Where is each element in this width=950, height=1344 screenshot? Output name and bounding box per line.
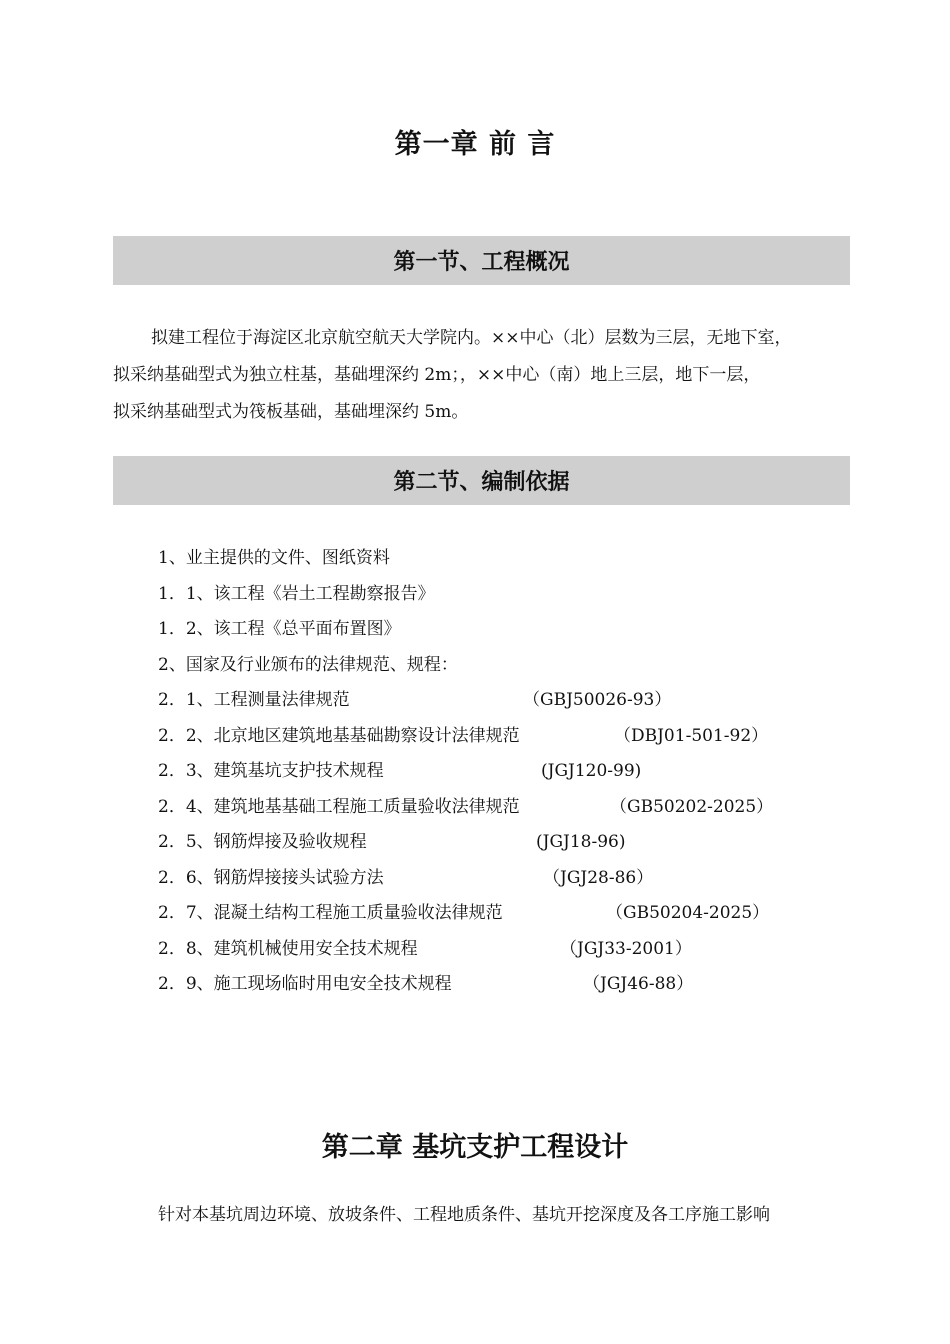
basis-item xyxy=(158,719,838,755)
basis-item-text: 2．8、建筑机械使用安全技术规程 xyxy=(158,938,418,959)
overview-line: 拟采纳基础型式为筏板基础，基础埋深约 5m。 xyxy=(113,402,469,422)
basis-item xyxy=(158,612,838,648)
chapter-2-intro: 针对本基坑周边环境、放坡条件、工程地质条件、基坑开挖深度及各工序施工影响 xyxy=(158,1205,770,1225)
basis-item xyxy=(158,541,838,577)
basis-item xyxy=(158,932,838,968)
basis-item xyxy=(158,754,838,790)
chapter-1-title: 第一章 前 言 xyxy=(394,129,556,160)
basis-item xyxy=(158,577,838,613)
basis-item xyxy=(158,825,838,861)
basis-item xyxy=(158,683,838,719)
basis-item xyxy=(158,967,838,1003)
basis-item-text: 2．1、工程测量法律规范 xyxy=(158,690,350,710)
standard-code: (JGJ120-99) xyxy=(541,761,642,781)
basis-item-text: 2．7、混凝土结构工程施工质量验收法律规范 xyxy=(158,903,503,923)
basis-item xyxy=(158,790,838,826)
basis-item-text: 2．6、钢筋焊接接头试验方法 xyxy=(158,867,384,888)
basis-list xyxy=(158,541,838,1003)
standard-code: （GBJ50026-93） xyxy=(523,690,672,710)
standard-code: （GB50204-2025） xyxy=(606,903,770,923)
standard-code: （JGJ33-2001） xyxy=(560,938,692,959)
section-2-header xyxy=(113,456,850,505)
section-1-header xyxy=(113,236,850,285)
overview-paragraph xyxy=(113,320,873,431)
standard-code: (JGJ18-96) xyxy=(536,832,626,852)
section-2-title: 第二节、编制依据 xyxy=(393,470,570,495)
overview-line: 拟采纳基础型式为独立柱基，基础埋深约 2m；，××中心（南）地上三层，地下一层， xyxy=(113,365,761,385)
basis-item-text: 2．3、建筑基坑支护技术规程 xyxy=(158,761,384,781)
standard-code: （GB50202-2025） xyxy=(610,796,774,817)
overview-line: 拟建工程位于海淀区北京航空航天大学院内。××中心（北）层数为三层，无地下室， xyxy=(151,328,792,348)
standard-code: （DBJ01-501-92） xyxy=(614,725,769,746)
basis-item-text: 2．5、钢筋焊接及验收规程 xyxy=(158,832,367,852)
standard-code: （JGJ46-88） xyxy=(583,974,694,994)
basis-item xyxy=(158,896,838,932)
standard-code: （JGJ28-86） xyxy=(543,867,654,888)
basis-item-text: 1．2、该工程《总平面布置图》 xyxy=(158,619,401,639)
basis-item-text: 1、业主提供的文件、图纸资料 xyxy=(158,548,390,568)
basis-item-text: 1．1、该工程《岩土工程勘察报告》 xyxy=(158,583,435,604)
basis-item-text: 2．4、建筑地基基础工程施工质量验收法律规范 xyxy=(158,796,520,817)
section-1-title: 第一节、工程概况 xyxy=(393,250,570,275)
basis-item-text: 2．2、北京地区建筑地基基础勘察设计法律规范 xyxy=(158,725,520,746)
basis-item-text: 2．9、施工现场临时用电安全技术规程 xyxy=(158,974,452,994)
basis-item xyxy=(158,861,838,897)
chapter-2-title: 第二章 基坑支护工程设计 xyxy=(321,1132,629,1163)
basis-item-text: 2、国家及行业颁布的法律规范、规程： xyxy=(158,654,458,675)
basis-item xyxy=(158,648,838,684)
